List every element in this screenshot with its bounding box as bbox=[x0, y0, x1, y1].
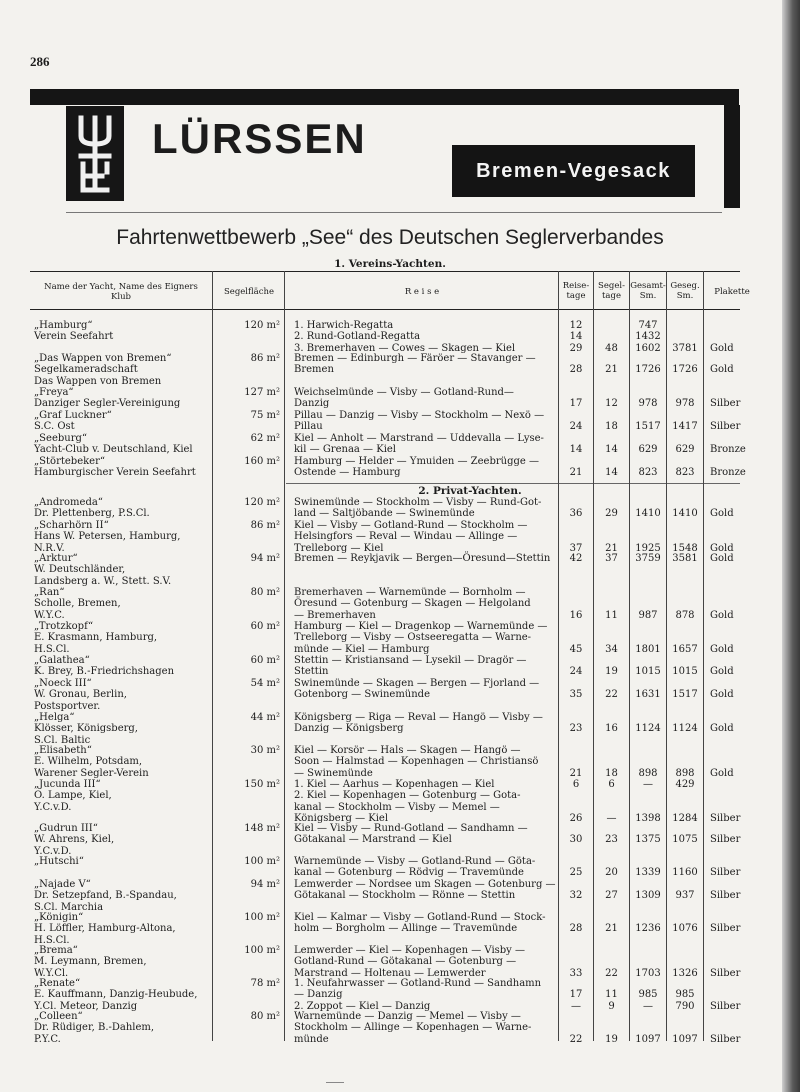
sailed-miles-cell: 429 1284 bbox=[672, 779, 698, 824]
yacht-owner-cell: „Helga“ Klösser, Königsberg, S.Cl. Baltic bbox=[34, 712, 138, 746]
ad-side-bar bbox=[724, 105, 740, 208]
total-miles-cell: 1925 bbox=[635, 542, 661, 554]
trip-cell: Hamburg — Kiel — Dragenkop — Warnemünde — Trelleborg — Visby — Ostseeregatta — Warne- münde — Kiel — Hamburg bbox=[294, 621, 548, 655]
sail-area-cell: 100 m² bbox=[244, 945, 280, 956]
travel-days-cell: 23 bbox=[569, 723, 583, 735]
yacht-owner-cell: „Jucunda III“ O. Lampe, Kiel, Y.C.v.D. bbox=[34, 779, 112, 813]
plaque-cell: Silber bbox=[710, 398, 741, 410]
header-sail-area: Segelfläche bbox=[223, 287, 275, 297]
sailed-miles-cell: 1160 bbox=[672, 867, 698, 879]
trip-cell: Bremerhaven — Warnemünde — Bornholm — Öresund — Gotenburg — Skagen — Helgoland — Bremerhaven bbox=[294, 587, 531, 621]
sail-area-cell: 30 m² bbox=[250, 745, 280, 756]
total-miles-cell: 1517 bbox=[635, 421, 661, 433]
trip-cell: Kiel — Visby — Gotland-Rund — Stockholm — Helsingfors — Reval — Windau — Allinge — Trelleborg — Kiel bbox=[294, 520, 528, 554]
travel-days-cell: 30 bbox=[569, 834, 583, 846]
yacht-owner-cell: „Galathea“ K. Brey, B.-Friedrichshagen bbox=[34, 655, 175, 678]
sailed-miles-cell: 878 bbox=[675, 609, 695, 621]
sail-area-cell: 120 m² bbox=[244, 320, 280, 331]
total-miles-cell: 987 bbox=[638, 609, 658, 621]
sailed-miles-cell: 1015 bbox=[672, 666, 698, 678]
sail-days-cell: 20 bbox=[605, 867, 618, 879]
travel-days-cell: 28 bbox=[569, 923, 583, 935]
yacht-owner-cell: „Gudrun III“ W. Ahrens, Kiel, Y.C.v.D. bbox=[34, 823, 115, 857]
sailed-miles-cell: 3781 bbox=[672, 342, 698, 354]
total-miles-cell: 1726 bbox=[635, 364, 661, 376]
sail-area-cell: 60 m² bbox=[250, 621, 280, 632]
trip-cell: Pillau — Danzig — Visby — Stockholm — Nexö — Pillau bbox=[294, 410, 545, 433]
trip-cell: Stettin — Kristiansand — Lysekil — Dragör — Stettin bbox=[294, 655, 527, 678]
trip-cell: Warnemünde — Visby — Gotland-Rund — Göta- kanal — Gotenburg — Rödvig — Travemünde bbox=[294, 856, 536, 879]
yacht-owner-cell: „Seeburg“ Yacht-Club v. Deutschland, Kiel bbox=[34, 433, 193, 456]
sail-days-cell: 34 bbox=[605, 643, 618, 655]
sailed-miles-cell: 1326 bbox=[672, 967, 698, 979]
sail-area-cell: 80 m² bbox=[250, 587, 280, 598]
footer-mark bbox=[326, 1082, 344, 1083]
plaque-cell: Silber bbox=[710, 867, 741, 879]
sailed-miles-cell: 1417 bbox=[672, 421, 698, 433]
total-miles-cell: 898 bbox=[638, 767, 658, 779]
trip-cell: Kiel — Anholt — Marstrand — Uddevalla — Lyse- kil — Grenaa — Kiel bbox=[294, 433, 544, 456]
plaque-cell: Silber bbox=[710, 834, 741, 846]
sailed-miles-cell: 629 bbox=[675, 444, 695, 456]
sail-area-cell: 100 m² bbox=[244, 912, 280, 923]
sailed-miles-cell: 1124 bbox=[672, 723, 698, 735]
sail-area-cell: 80 m² bbox=[250, 1011, 280, 1022]
trip-cell: 1. Kiel — Aarhus — Kopenhagen — Kiel 2. Kiel — Kopenhagen — Gotenburg — Gota- kanal — Stockholm — Visby — Memel — Königsberg — Kiel bbox=[294, 779, 521, 824]
trip-cell: Lemwerder — Nordsee um Skagen — Gotenburg — Götakanal — Stockholm — Rönne — Stettin bbox=[294, 879, 556, 902]
total-miles-cell: 1097 bbox=[635, 1033, 661, 1045]
sail-days-cell: 12 bbox=[605, 398, 618, 410]
sail-days-cell: 21 bbox=[605, 364, 618, 376]
sail-days-cell: 16 bbox=[605, 723, 618, 735]
table-top-rule bbox=[30, 271, 740, 272]
sail-area-cell: 75 m² bbox=[250, 410, 280, 421]
sail-area-cell: 54 m² bbox=[250, 678, 280, 689]
yacht-owner-cell: „Hamburg“ Verein Seefahrt bbox=[34, 320, 114, 343]
trip-cell: Kiel — Korsör — Hals — Skagen — Hangö — Soon — Halmstad — Kopenhagen — Christiansö — Swinemünde bbox=[294, 745, 539, 779]
sailed-miles-cell: 1657 bbox=[672, 643, 698, 655]
trip-cell: 1. Neufahrwasser — Gotland-Rund — Sandhamn — Danzig 2. Zoppot — Kiel — Danzig bbox=[294, 978, 542, 1012]
total-miles-cell: 747 1432 1602 bbox=[635, 320, 661, 354]
luerssen-logo-icon bbox=[66, 106, 124, 201]
plaque-cell: Gold bbox=[710, 364, 734, 376]
sail-days-cell: 21 bbox=[605, 542, 618, 554]
total-miles-cell: 1339 bbox=[635, 867, 661, 879]
total-miles-cell: 1015 bbox=[635, 666, 661, 678]
header-sail-days: Segel- tage bbox=[598, 281, 625, 301]
plaque-cell: Silber bbox=[710, 967, 741, 979]
sail-area-cell: 86 m² bbox=[250, 353, 280, 364]
header-total-miles: Gesamt- Sm. bbox=[630, 281, 666, 301]
sail-days-cell: 14 bbox=[605, 467, 618, 479]
yacht-owner-cell: „Andromeda“ Dr. Plettenberg, P.S.Cl. bbox=[34, 497, 150, 520]
sail-area-cell: 78 m² bbox=[250, 978, 280, 989]
yacht-owner-cell: „Colleen“ Dr. Rüdiger, B.-Dahlem, P.Y.C. bbox=[34, 1011, 155, 1045]
plaque-cell: Gold bbox=[710, 767, 734, 779]
header-travel-days: Reise- tage bbox=[562, 281, 590, 301]
sail-days-cell: 48 bbox=[605, 342, 618, 354]
travel-days-cell: 42 bbox=[569, 553, 583, 564]
plaque-cell: Gold bbox=[710, 666, 734, 678]
total-miles-cell: 823 bbox=[638, 467, 658, 479]
sailed-miles-cell: 1097 bbox=[672, 1033, 698, 1045]
sailed-miles-cell: 3581 bbox=[672, 553, 698, 564]
travel-days-cell: 36 bbox=[569, 508, 583, 520]
trip-cell: Swinemünde — Skagen — Bergen — Fjorland — Gotenborg — Swinemünde bbox=[294, 678, 540, 701]
table-header-rule bbox=[30, 309, 740, 310]
travel-days-cell: 37 bbox=[569, 542, 583, 554]
total-miles-cell: 1375 bbox=[635, 834, 661, 846]
trip-cell: Lemwerder — Kiel — Kopenhagen — Visby — Gotland-Rund — Götakanal — Gotenburg — Marstrand — Holtenau — Lemwerder bbox=[294, 945, 526, 979]
total-miles-cell: 1631 bbox=[635, 689, 661, 701]
sail-days-cell: 6 — bbox=[606, 779, 617, 824]
travel-days-cell: 32 bbox=[569, 890, 583, 902]
plaque-cell: Gold bbox=[710, 689, 734, 701]
sail-days-cell: 14 bbox=[605, 444, 618, 456]
sail-days-cell: 37 bbox=[605, 553, 618, 564]
sail-area-cell: 86 m² bbox=[250, 520, 280, 531]
sailed-miles-cell: 937 bbox=[675, 890, 695, 902]
trip-cell: Kiel — Kalmar — Visby — Gotland-Rund — Stock- holm — Borgholm — Allinge — Travemünde bbox=[294, 912, 546, 935]
yacht-owner-cell: „Das Wappen von Bremen“ Segelkameradschaft Das Wappen von Bremen bbox=[34, 353, 172, 387]
sail-area-cell: 150 m² bbox=[244, 779, 280, 790]
yacht-owner-cell: „Hutschi“ bbox=[34, 856, 84, 867]
sailed-miles-cell: 823 bbox=[675, 467, 695, 479]
ad-divider bbox=[66, 212, 722, 213]
travel-days-cell: 35 bbox=[569, 689, 583, 701]
sail-area-cell: 44 m² bbox=[250, 712, 280, 723]
sailed-miles-cell: 898 bbox=[675, 767, 695, 779]
sail-days-cell: 19 bbox=[605, 1033, 618, 1045]
sail-days-cell: 11 bbox=[605, 609, 618, 621]
sail-days-cell: 29 bbox=[605, 508, 618, 520]
plaque-cell: Gold bbox=[710, 508, 734, 520]
sail-days-cell: 18 bbox=[605, 421, 618, 433]
section-rule bbox=[286, 483, 740, 484]
sailed-miles-cell: 978 bbox=[675, 398, 695, 410]
trip-cell: Swinemünde — Stockholm — Visby — Rund-Got- land — Saltjöbande — Swinemünde bbox=[294, 497, 542, 520]
trip-cell: Kiel — Visby — Rund-Gotland — Sandhamn — Götakanal — Marstrand — Kiel bbox=[294, 823, 528, 846]
trip-cell: Bremen — Edinburgh — Färöer — Stavanger — Bremen bbox=[294, 353, 536, 376]
plaque-cell: Silber bbox=[710, 1000, 741, 1012]
yacht-owner-cell: „Königin“ H. Löffler, Hamburg-Altona, H.S.Cl. bbox=[34, 912, 176, 946]
column-divider bbox=[284, 271, 285, 1041]
ad-top-bar bbox=[30, 89, 739, 105]
total-miles-cell: 1309 bbox=[635, 890, 661, 902]
plaque-cell: Silber bbox=[710, 812, 741, 824]
travel-days-cell: 25 bbox=[569, 867, 583, 879]
travel-days-cell: 24 bbox=[569, 666, 583, 678]
yacht-owner-cell: „Najade V“ Dr. Setzepfand, B.-Spandau, S.Cl. Marchia bbox=[34, 879, 177, 913]
sail-area-cell: 120 m² bbox=[244, 497, 280, 508]
header-trip: R e i s e bbox=[404, 287, 440, 297]
plaque-cell: Bronze bbox=[710, 467, 746, 479]
sailed-miles-cell: 1548 bbox=[672, 542, 698, 554]
trip-cell: Warnemünde — Danzig — Memel — Visby — Stockholm — Allinge — Kopenhagen — Warne- münde bbox=[294, 1011, 532, 1045]
sail-days-cell: 23 bbox=[605, 834, 618, 846]
sail-days-cell: 27 bbox=[605, 890, 618, 902]
yacht-owner-cell: „Scharhörn II“ Hans W. Petersen, Hamburg, N.R.V. bbox=[34, 520, 181, 554]
header-plaque: Plakette bbox=[714, 287, 750, 297]
total-miles-cell: 1410 bbox=[635, 508, 661, 520]
section-heading-privat: 2. Privat-Yachten. bbox=[418, 485, 522, 497]
total-miles-cell: 985 — bbox=[638, 989, 658, 1012]
sail-days-cell: 22 bbox=[605, 689, 618, 701]
sailed-miles-cell: 1410 bbox=[672, 508, 698, 520]
header-name: Name der Yacht, Name des Eigners Klub bbox=[44, 282, 198, 302]
trip-cell: Weichselmünde — Visby — Gotland-Rund— Danzig bbox=[294, 387, 514, 410]
travel-days-cell: 24 bbox=[569, 421, 583, 433]
travel-days-cell: 21 bbox=[569, 767, 583, 779]
trip-cell: Königsberg — Riga — Reval — Hangö — Visby — Danzig — Königsberg bbox=[294, 712, 543, 735]
travel-days-cell: 22 bbox=[569, 1033, 583, 1045]
trip-cell: Bremen — Reykjavik — Bergen—Öresund—Stettin bbox=[294, 553, 551, 564]
sail-days-cell: 21 bbox=[605, 923, 618, 935]
sailed-miles-cell: 1726 bbox=[672, 364, 698, 376]
yacht-owner-cell: „Graf Luckner“ S.C. Ost bbox=[34, 410, 112, 433]
header-sailed-miles: Geseg. Sm. bbox=[670, 281, 700, 301]
plaque-cell: Gold bbox=[710, 643, 734, 655]
total-miles-cell: 1236 bbox=[635, 923, 661, 935]
plaque-cell: Gold bbox=[710, 542, 734, 554]
sailed-miles-cell: 1075 bbox=[672, 834, 698, 846]
ad-city-box bbox=[452, 145, 695, 197]
sail-area-cell: 94 m² bbox=[250, 553, 280, 564]
column-divider bbox=[703, 271, 704, 1041]
sail-area-cell: 148 m² bbox=[244, 823, 280, 834]
sail-days-cell: 19 bbox=[605, 666, 618, 678]
yacht-owner-cell: „Freya“ Danziger Segler-Vereinigung bbox=[34, 387, 181, 410]
page-number: 286 bbox=[30, 54, 50, 69]
book-binding-edge bbox=[782, 0, 800, 1092]
sailed-miles-cell: 1076 bbox=[672, 923, 698, 935]
total-miles-cell: — 1398 bbox=[635, 779, 661, 824]
yacht-owner-cell: „Trotzkopf“ E. Krasmann, Hamburg, H.S.Cl. bbox=[34, 621, 158, 655]
yacht-owner-cell: „Brema“ M. Leymann, Bremen, W.Y.Cl. bbox=[34, 945, 147, 979]
travel-days-cell: 12 14 29 bbox=[569, 320, 583, 354]
plaque-cell: Gold bbox=[710, 609, 734, 621]
trip-cell: 1. Harwich-Regatta 2. Rund-Gotland-Regatta 3. Bremerhaven — Cowes — Skagen — Kiel bbox=[294, 320, 516, 354]
ad-city-name: Bremen-Vegesack bbox=[476, 159, 671, 182]
plaque-cell: Silber bbox=[710, 890, 741, 902]
travel-days-cell: 14 bbox=[569, 444, 583, 456]
sailed-miles-cell: 1517 bbox=[672, 689, 698, 701]
travel-days-cell: 17 bbox=[569, 398, 583, 410]
sail-area-cell: 60 m² bbox=[250, 655, 280, 666]
sail-days-cell: 11 9 bbox=[605, 989, 618, 1012]
travel-days-cell: 6 26 bbox=[569, 779, 583, 824]
total-miles-cell: 1801 bbox=[635, 643, 661, 655]
plaque-cell: Silber bbox=[710, 923, 741, 935]
travel-days-cell: 21 bbox=[569, 467, 583, 479]
total-miles-cell: 629 bbox=[638, 444, 658, 456]
travel-days-cell: 33 bbox=[569, 967, 583, 979]
page-title: Fahrtenwettbewerb „See“ des Deutschen Seglerverbandes bbox=[116, 226, 664, 249]
yacht-owner-cell: „Ran“ Scholle, Bremen, W.Y.C. bbox=[34, 587, 121, 621]
plaque-cell: Bronze bbox=[710, 444, 746, 456]
yacht-owner-cell: „Renate“ E. Kauffmann, Danzig-Heubude, Y.Cl. Meteor, Danzig bbox=[34, 978, 198, 1012]
plaque-cell: Gold bbox=[710, 553, 734, 564]
yacht-owner-cell: „Noeck III“ W. Gronau, Berlin, Postsportver. bbox=[34, 678, 127, 712]
column-divider bbox=[212, 271, 213, 1041]
yacht-owner-cell: „Elisabeth“ E. Wilhelm, Potsdam, Warener Segler-Verein bbox=[34, 745, 149, 779]
sail-area-cell: 100 m² bbox=[244, 856, 280, 867]
sail-area-cell: 94 m² bbox=[250, 879, 280, 890]
sail-days-cell: 18 bbox=[605, 767, 618, 779]
ad-brand-name: LÜRSSEN bbox=[152, 115, 367, 162]
plaque-cell: Silber bbox=[710, 421, 741, 433]
travel-days-cell: 17 — bbox=[569, 989, 583, 1012]
total-miles-cell: 1124 bbox=[635, 723, 661, 735]
yacht-owner-cell: „Arktur“ W. Deutschländer, Landsberg a. W., Stett. S.V. bbox=[34, 553, 172, 587]
sailed-miles-cell: 985 790 bbox=[675, 989, 695, 1012]
sail-area-cell: 62 m² bbox=[250, 433, 280, 444]
sail-days-cell: 22 bbox=[605, 967, 618, 979]
travel-days-cell: 16 bbox=[569, 609, 583, 621]
sail-area-cell: 127 m² bbox=[244, 387, 280, 398]
plaque-cell: Gold bbox=[710, 723, 734, 735]
trip-cell: Hamburg — Helder — Ymuiden — Zeebrügge — Ostende — Hamburg bbox=[294, 456, 539, 479]
yacht-owner-cell: „Störtebeker“ Hamburgischer Verein Seefahrt bbox=[34, 456, 196, 479]
total-miles-cell: 1703 bbox=[635, 967, 661, 979]
plaque-cell: Silber bbox=[710, 1033, 741, 1045]
plaque-cell: Gold bbox=[710, 342, 734, 354]
travel-days-cell: 45 bbox=[569, 643, 583, 655]
travel-days-cell: 28 bbox=[569, 364, 583, 376]
sail-area-cell: 160 m² bbox=[244, 456, 280, 467]
section-heading-vereins: 1. Vereins-Yachten. bbox=[334, 258, 446, 270]
total-miles-cell: 3759 bbox=[635, 553, 661, 564]
total-miles-cell: 978 bbox=[638, 398, 658, 410]
